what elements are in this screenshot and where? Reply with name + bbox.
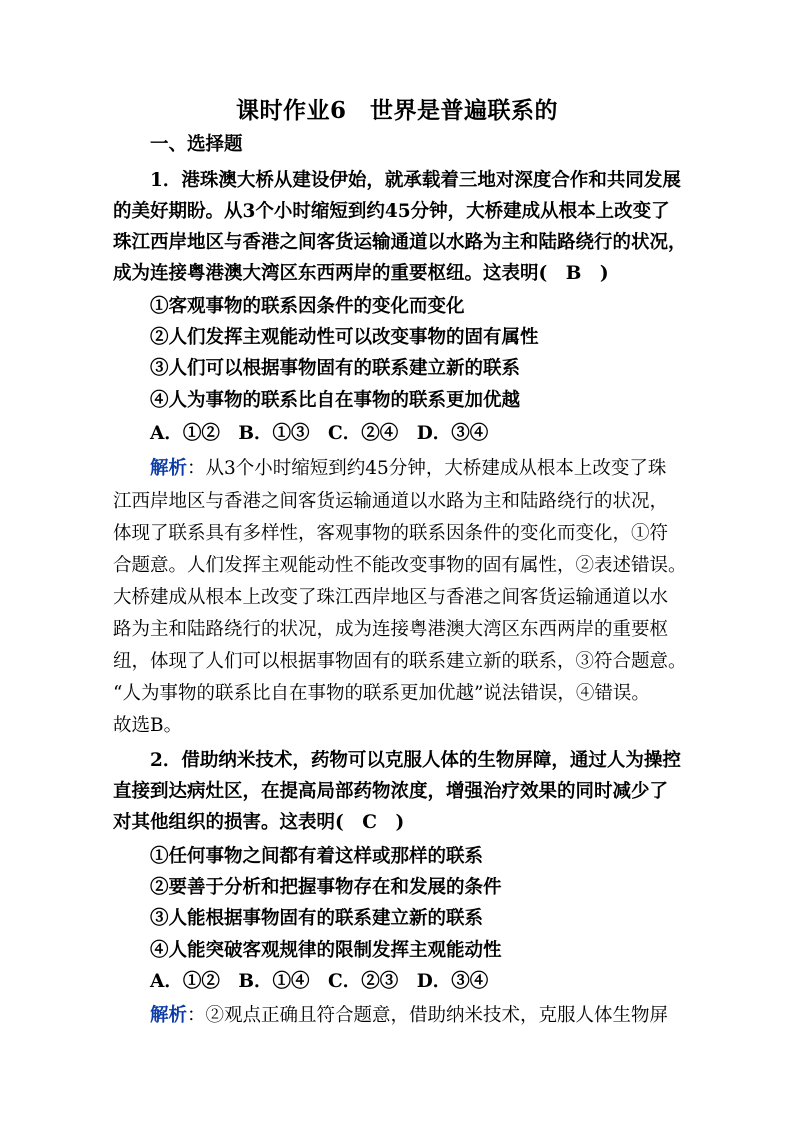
page-title: 课时作业6 世界是普遍联系的 [235, 97, 558, 124]
q1-stem-line-4: 成为连接粤港澳大湾区东西两岸的重要枢纽。这表明( B ) [113, 263, 609, 284]
q1-analysis-line-8: “人为事物的联系比自在事物的联系更加优越”说法错误，④错误。 [113, 683, 650, 704]
q2-option-4: ④人能突破客观规律的限制发挥主观能动性 [150, 940, 502, 961]
q2-option-2: ②要善于分析和把握事物存在和发展的条件 [150, 877, 502, 898]
q2-stem-line-1: 2．借助纳米技术，药物可以克服人体的生物屏障，通过人为操控 [150, 750, 681, 771]
q1-analysis-line-2: 江西岸地区与香港之间客货运输通道以水路为主和陆路绕行的状况， [113, 491, 669, 512]
q1-analysis-line-7: 纽，体现了人们可以根据事物固有的联系建立新的联系，③符合题意。 [113, 651, 687, 672]
q2-stem-line-3: 对其他组织的损害。这表明( C ) [113, 812, 405, 833]
q1-analysis-line-6: 路为主和陆路绕行的状况，成为连接粤港澳大湾区东西两岸的重要枢 [113, 619, 669, 640]
q1-option-3: ③人们可以根据事物固有的联系建立新的联系 [150, 358, 521, 379]
q1-option-4: ④人为事物的联系比自在事物的联系更加优越 [150, 390, 521, 411]
q1-stem-line-1: 1．港珠澳大桥从建设伊始，就承载着三地对深度合作和共同发展 [150, 170, 681, 191]
q1-stem-line-2: 的美好期盼。从3个小时缩短到约45分钟，大桥建成从根本上改变了 [113, 201, 670, 222]
q2-choices: A．①② B．①④ C．②③ D．③④ [150, 971, 489, 992]
q1-analysis-line-1 [150, 453, 725, 484]
q1-stem-line-3: 珠江西岸地区与香港之间客货运输通道以水路为主和陆路绕行的状况， [113, 232, 687, 253]
q1-analysis-line-4: 合题意。人们发挥主观能动性不能改变事物的固有属性，②表述错误。 [113, 555, 687, 576]
analysis-text: ：②观点正确且符合题意，借助纳米技术，克服人体生物屏 [187, 1005, 669, 1026]
q1-choices: A．①② B．①③ C．②④ D．③④ [150, 423, 489, 444]
q2-option-3: ③人能根据事物固有的联系建立新的联系 [150, 908, 484, 929]
analysis-label: 解析 [150, 458, 188, 479]
q1-analysis-line-9: 故选B。 [113, 715, 183, 736]
section-heading: 一、选择题 [150, 134, 243, 155]
q2-stem-line-2: 直接到达病灶区，在提高局部药物浓度，增强治疗效果的同时减少了 [113, 781, 669, 802]
q2-analysis-line-1 [150, 1000, 725, 1031]
q1-analysis-line-5: 大桥建成从根本上改变了珠江西岸地区与香港之间客货运输通道以水 [113, 587, 669, 608]
q2-option-1: ①任何事物之间都有着这样或那样的联系 [150, 846, 484, 867]
q1-option-1: ①客观事物的联系因条件的变化而变化 [150, 296, 465, 317]
q1-analysis-line-3: 体现了联系具有多样性，客观事物的联系因条件的变化而变化，①符 [113, 523, 669, 544]
analysis-text: ：从3个小时缩短到约45分钟，大桥建成从根本上改变了珠 [187, 458, 667, 479]
analysis-label: 解析 [150, 1005, 188, 1026]
q1-option-2: ②人们发挥主观能动性可以改变事物的固有属性 [150, 327, 539, 348]
